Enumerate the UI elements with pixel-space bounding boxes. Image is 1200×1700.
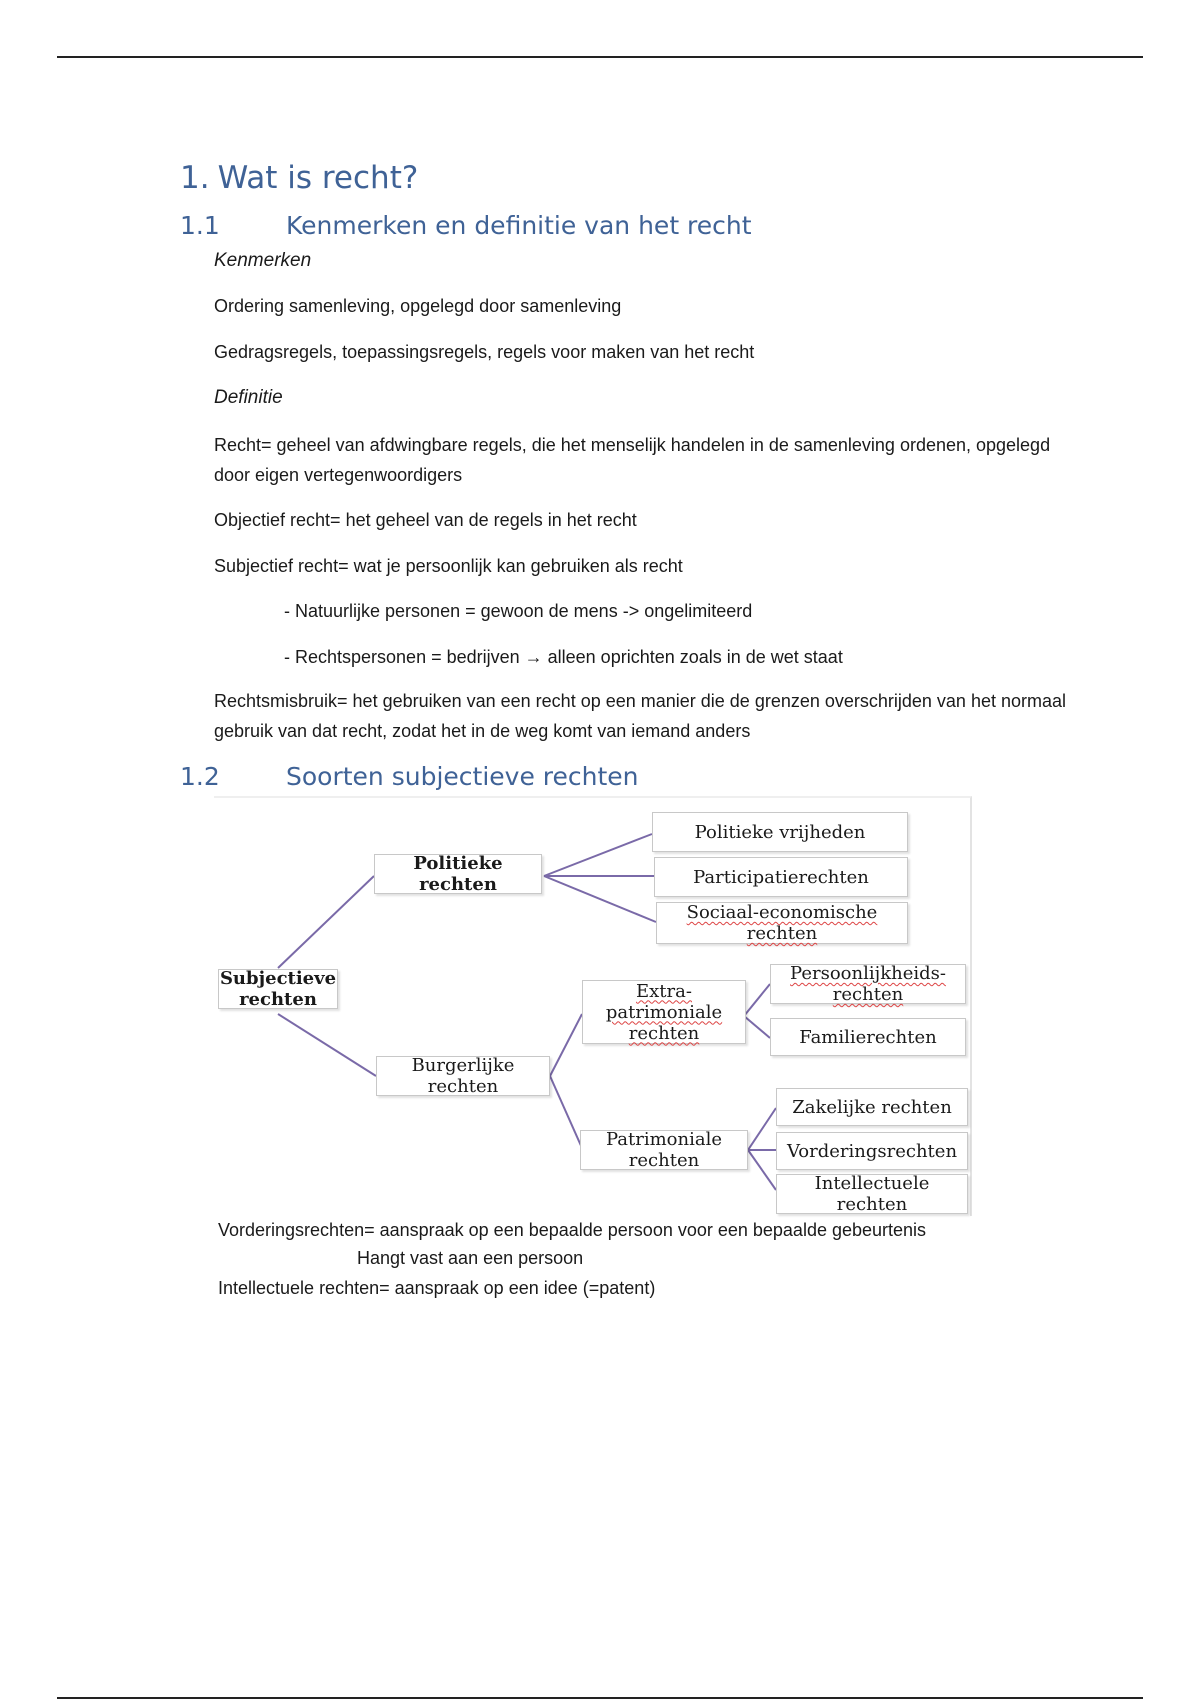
node-label: Sociaal-economische rechten [686, 902, 878, 944]
section-number: 1.2 [180, 762, 220, 791]
section-heading-1-1 [180, 211, 752, 240]
node-sociaal-economische-rechten [656, 902, 908, 944]
kenmerk-line-1: Ordering samenleving, opgelegd door samenleving [214, 296, 622, 316]
note-intellectuele-rechten: Intellectuele rechten= aanspraak op een idee (=patent) [218, 1278, 656, 1298]
footer-rule [57, 1697, 1143, 1699]
connector-burgerlijke-extra [550, 1014, 582, 1076]
node-politieke-rechten: Politieke rechten [374, 854, 542, 894]
chapter-heading [180, 160, 418, 196]
node-label: Persoonlijkheids-rechten [790, 963, 946, 1005]
connector-politieke-vrijheden [544, 834, 652, 876]
connector-patrimoniale-intellectueel [748, 1150, 776, 1190]
section-title: Soorten subjectieve rechten [286, 762, 639, 791]
chapter-title: Wat is recht? [217, 160, 419, 196]
node-subjectieve-rechten: Subjectieve rechten [219, 968, 337, 1010]
node-intellectuele-rechten: Intellectuele rechten [776, 1174, 968, 1214]
note-vorderingsrechten: Vorderingsrechten= aanspraak op een bepaalde persoon voor een bepaalde gebeurtenis [218, 1220, 927, 1240]
node-zakelijke-rechten: Zakelijke rechten [776, 1088, 968, 1126]
recht-definition: Recht= geheel van afdwingbare regels, die het menselijk handelen in de samenleving ordenen, opgelegd door eigen vertegenwoordigers [214, 435, 1051, 485]
node-familierechten: Familierechten [770, 1018, 966, 1056]
node-persoonlijkheidsrechten [770, 964, 966, 1004]
rechtsmisbruik-definition: Rechtsmisbruik= het gebruiken van een recht op een manier die de grenzen overschrijden van het normaal gebruik van dat recht, zodat het in de weg komt van iemand anders [214, 691, 1066, 741]
kenmerk-line-2: Gedragsregels, toepassingsregels, regels voor maken van het recht [214, 342, 755, 362]
connector-patrimoniale-zakelijk [748, 1108, 776, 1150]
node-politieke-vrijheden: Politieke vrijheden [652, 812, 908, 852]
node-extra-patrimoniale-rechten [582, 980, 746, 1044]
connector-politieke-sociaal [544, 876, 656, 922]
kenmerken-label: Kenmerken [214, 250, 312, 271]
rights-tree-diagram [214, 796, 972, 1216]
note-vorderingsrechten-sub: Hangt vast aan een persoon [357, 1248, 584, 1268]
header-rule [57, 56, 1143, 58]
node-label: Extra-patrimoniale rechten [605, 980, 723, 1044]
connector-extra-persoonlijkheid [744, 984, 770, 1016]
connector-burgerlijke-patrimoniale [550, 1076, 582, 1148]
connector-extra-familie [744, 1016, 770, 1038]
node-burgerlijke-rechten: Burgerlijke rechten [376, 1056, 550, 1096]
node-participatierechten: Participatierechten [654, 857, 908, 897]
definitie-label: Definitie [214, 387, 283, 408]
connector-root-burgerlijke [278, 1014, 376, 1076]
node-vorderingsrechten: Vorderingsrechten [776, 1132, 968, 1170]
bullet-rechtspersonen: - Rechtspersonen = bedrijven → alleen oprichten zoals in de wet staat [284, 647, 843, 667]
subjectief-recht: Subjectief recht= wat je persoonlijk kan gebruiken als recht [214, 556, 683, 576]
chapter-number: 1. [180, 160, 210, 196]
objectief-recht: Objectief recht= het geheel van de regels in het recht [214, 510, 637, 530]
bullet-natuurlijke-personen: - Natuurlijke personen = gewoon de mens -> ongelimiteerd [284, 601, 753, 621]
node-patrimoniale-rechten: Patrimoniale rechten [580, 1130, 748, 1170]
section-heading-1-2 [180, 762, 639, 791]
section-title: Kenmerken en definitie van het recht [286, 211, 752, 240]
connector-root-politieke [278, 876, 374, 968]
section-number: 1.1 [180, 211, 220, 240]
